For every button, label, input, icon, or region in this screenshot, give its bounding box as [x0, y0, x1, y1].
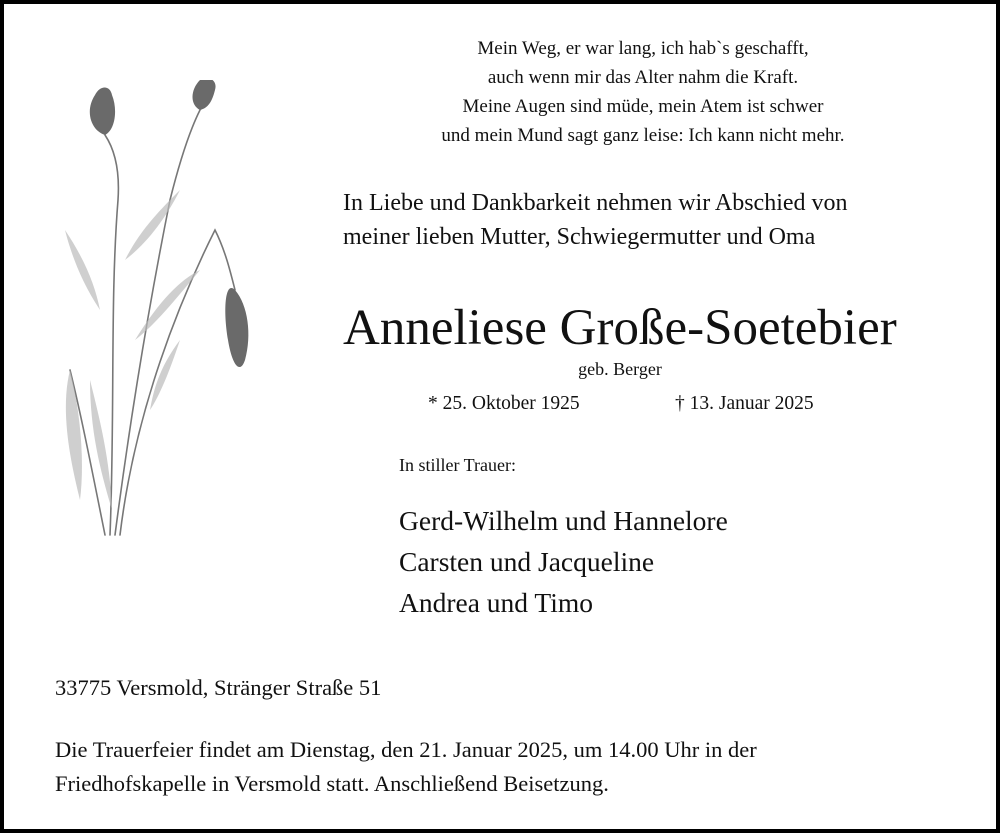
poem-line: Meine Augen sind müde, mein Atem ist schwer — [462, 96, 824, 117]
funeral-info-line: Friedhofskapelle in Versmold statt. Anschließend Beisetzung. — [55, 771, 609, 796]
death-date: † 13. Januar 2025 — [675, 393, 814, 414]
mourners-heading: In stiller Trauer: — [399, 455, 516, 475]
poem-line: Mein Weg, er war lang, ich hab`s geschafft, — [477, 38, 809, 59]
funeral-info-line: Die Trauerfeier findet am Dienstag, den 21. Januar 2025, um 14.00 Uhr in der — [55, 737, 757, 762]
address: 33775 Versmold, Stränger Straße 51 — [55, 675, 382, 700]
poem-line: und mein Mund sagt ganz leise: Ich kann nicht mehr. — [441, 125, 845, 146]
wheat-illustration-icon — [40, 80, 270, 550]
poem-line: auch wenn mir das Alter nahm die Kraft. — [487, 67, 799, 88]
intro-line: In Liebe und Dankbarkeit nehmen wir Abschied von — [343, 190, 848, 216]
mourner-name: Andrea und Timo — [399, 587, 594, 618]
deceased-name: Anneliese Große-Soetebier — [343, 300, 897, 356]
birth-date: * 25. Oktober 1925 — [428, 393, 580, 414]
maiden-name: geb. Berger — [578, 359, 662, 379]
intro-line: meiner lieben Mutter, Schwiegermutter und Oma — [343, 224, 816, 250]
mourner-name: Carsten und Jacqueline — [399, 546, 655, 577]
mourner-name: Gerd-Wilhelm und Hannelore — [399, 505, 728, 536]
